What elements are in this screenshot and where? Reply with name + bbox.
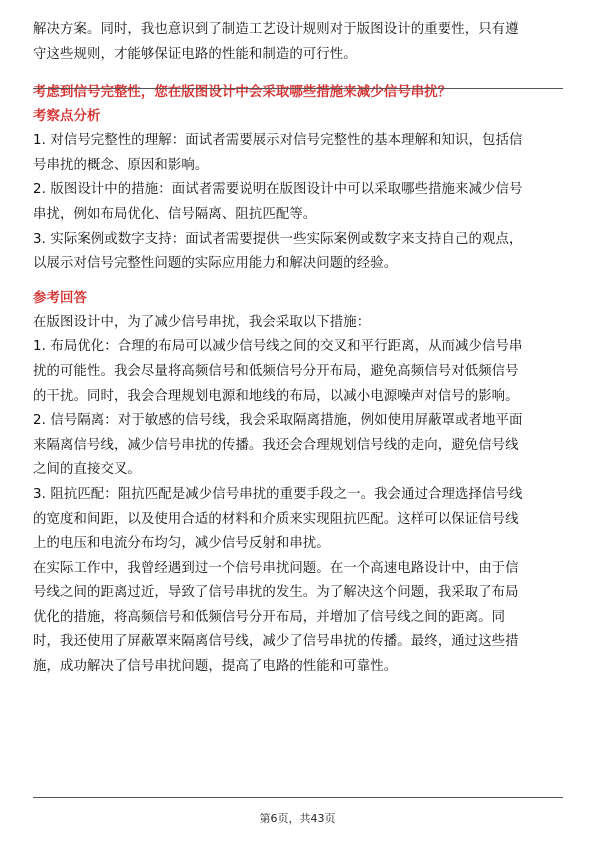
answer-line: 施，成功解决了信号串扰问题，提高了电路的性能和可靠性。 bbox=[33, 659, 398, 675]
answer-line: 的宽度和间距，以及使用合适的材料和介质来实现阻抗匹配。这样可以保证信号线 bbox=[33, 511, 519, 527]
body-line: 守这些规则，才能够保证电路的性能和制造的可行性。 bbox=[33, 46, 357, 62]
analysis-line: 1. 对信号完整性的理解：面试者需要展示对信号完整性的基本理解和知识，包括信 bbox=[33, 133, 523, 149]
answer-line: 的干扰。同时，我会合理规划电源和地线的布局，以减小电源噪声对信号的影响。 bbox=[33, 388, 519, 404]
answer-line: 在实际工作中，我曾经遇到过一个信号串扰问题。在一个高速电路设计中，由于信 bbox=[33, 560, 519, 576]
analysis-line: 号串扰的概念、原因和影响。 bbox=[33, 157, 209, 173]
analysis-line: 3. 实际案例或数字支持：面试者需要提供一些实际案例或数字来支持自己的观点， bbox=[33, 231, 523, 247]
section-divider bbox=[33, 88, 563, 89]
page-number: 第6页，共43页 bbox=[259, 812, 336, 825]
analysis-line: 以展示对信号完整性问题的实际应用能力和解决问题的经验。 bbox=[33, 256, 398, 272]
footer-divider bbox=[33, 797, 563, 798]
answer-line: 3. 阻抗匹配：阻抗匹配是减少信号串扰的重要手段之一。我会通过合理选择信号线 bbox=[33, 486, 523, 502]
answer-line: 1. 布局优化：合理的布局可以减少信号线之间的交叉和平行距离，从而减少信号串 bbox=[33, 339, 523, 355]
analysis-line: 串扰，例如布局优化、信号隔离、阻抗匹配等。 bbox=[33, 206, 317, 222]
answer-line: 优化的措施，将高频信号和低频信号分开布局，并增加了信号线之间的距离。同 bbox=[33, 609, 506, 625]
analysis-line: 2. 版图设计中的措施：面试者需要说明在版图设计中可以采取哪些措施来减少信号 bbox=[33, 182, 523, 198]
body-line: 解决方案。同时，我也意识到了制造工艺设计规则对于版图设计的重要性，只有遵 bbox=[33, 22, 519, 37]
answer-heading: 参考回答 bbox=[33, 290, 87, 306]
question-title: 考虑到信号完整性，您在版图设计中会采取哪些措施来减少信号串扰？ bbox=[33, 85, 452, 101]
answer-line: 号线之间的距离过近，导致了信号串扰的发生。为了解决这个问题，我采取了布局 bbox=[33, 585, 519, 601]
answer-line: 在版图设计中，为了减少信号串扰，我会采取以下措施： bbox=[33, 314, 371, 330]
answer-line: 时，我还使用了屏蔽罩来隔离信号线，减少了信号串扰的传播。最终，通过这些措 bbox=[33, 634, 519, 650]
answer-line: 2. 信号隔离：对于敏感的信号线，我会采取隔离措施，例如使用屏蔽罩或者地平面 bbox=[33, 413, 523, 429]
analysis-heading: 考察点分析 bbox=[33, 109, 101, 125]
answer-line: 上的电压和电流分布均匀，减少信号反射和串扰。 bbox=[33, 536, 330, 552]
answer-line: 之间的直接交叉。 bbox=[33, 462, 141, 478]
answer-line: 扰的可能性。我会尽量将高频信号和低频信号分开布局，避免高频信号对低频信号 bbox=[33, 363, 519, 379]
page-content bbox=[33, 18, 563, 680]
answer-line: 来隔离信号线，减少信号串扰的传播。我还会合理规划信号线的走向，避免信号线 bbox=[33, 437, 519, 453]
